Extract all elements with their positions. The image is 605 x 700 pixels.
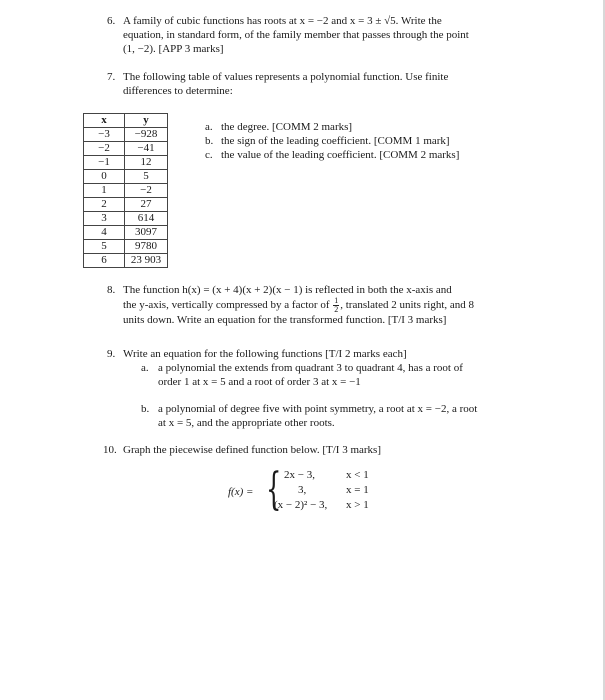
function-name: f(x) =	[228, 486, 254, 498]
question-10	[103, 443, 583, 461]
case-condition: x > 1	[346, 499, 369, 511]
part-text: the value of the leading coefficient. [COMM 2 marks]	[221, 149, 460, 161]
part-label: b.	[205, 135, 214, 147]
case-condition: x < 1	[346, 469, 369, 481]
question-text-line: (1, −2). [APP 3 marks]	[123, 43, 224, 55]
question-9-part-b	[141, 402, 581, 432]
question-text-line: A family of cubic functions has roots at x = −2 and x = 3 ± √5. Write the	[123, 15, 442, 27]
question-number: 9.	[107, 348, 116, 360]
table-cell-y: 12	[125, 156, 168, 170]
table-of-values	[83, 113, 168, 268]
table-cell-x: 2	[84, 198, 125, 212]
table-cell-x: 6	[84, 254, 125, 268]
part-label: a.	[141, 362, 149, 374]
question-number: 7.	[107, 71, 116, 83]
question-text-line: The following table of values represents a polynomial function. Use finite	[123, 71, 449, 83]
part-text: the degree. [COMM 2 marks]	[221, 121, 353, 133]
table-cell-x: 3	[84, 212, 125, 226]
table-row	[84, 198, 168, 212]
table-cell-y: 614	[125, 212, 168, 226]
question-text-line: Write an equation for the following functions [T/I 2 marks each]	[123, 348, 407, 360]
table-cell-x: 5	[84, 240, 125, 254]
text-fragment: the y-axis, vertically compressed by a factor of	[123, 299, 330, 312]
part-label: b.	[141, 403, 150, 415]
question-7-parts	[205, 120, 585, 165]
table-row	[84, 128, 168, 142]
fraction	[333, 297, 339, 314]
text-fragment: , translated 2 units right, and 8	[340, 299, 475, 312]
question-text-line: units down. Write an equation for the transformed function. [T/I 3 marks]	[123, 314, 447, 326]
table-cell-y: 3097	[125, 226, 168, 240]
question-text-line: Graph the piecewise defined function below. [T/I 3 marks]	[123, 444, 382, 456]
question-text-line: The function h(x) = (x + 4)(x + 2)(x − 1) is reflected in both the x-axis and	[123, 284, 452, 296]
table-cell-x: 1	[84, 184, 125, 198]
question-8	[107, 283, 587, 331]
table-cell-x: −3	[84, 128, 125, 142]
table-row	[84, 142, 168, 156]
table-cell-y: 23 903	[125, 254, 168, 268]
table-cell-y: −2	[125, 184, 168, 198]
table-cell-x: 4	[84, 226, 125, 240]
question-number: 6.	[107, 15, 116, 27]
table-row	[84, 240, 168, 254]
table-row	[84, 212, 168, 226]
table-row	[84, 184, 168, 198]
question-text-line: a polynomial the extends from quadrant 3 to quadrant 4, has a root of	[158, 362, 463, 374]
question-text-line: differences to determine:	[123, 85, 233, 97]
question-6	[107, 14, 587, 58]
question-text-line: order 1 at x = 5 and a root of order 3 at x = −1	[158, 376, 361, 388]
question-9-part-a	[141, 361, 581, 391]
fraction-denominator: 2	[334, 305, 339, 314]
table-cell-y: −41	[125, 142, 168, 156]
question-7	[107, 70, 587, 100]
table-header-y: y	[125, 114, 168, 128]
table-cell-y: 9780	[125, 240, 168, 254]
table-cell-x: −1	[84, 156, 125, 170]
part-label: c.	[205, 149, 213, 161]
table-cell-y: −928	[125, 128, 168, 142]
table-cell-y: 27	[125, 198, 168, 212]
case-expression: 3,	[298, 484, 307, 496]
part-label: a.	[205, 121, 213, 133]
question-text-line: at x = 5, and the appropriate other roots.	[158, 417, 335, 429]
question-number: 8.	[107, 284, 116, 296]
table-row	[84, 156, 168, 170]
fraction-numerator: 1	[334, 296, 339, 305]
question-text-line	[123, 297, 474, 313]
table-row	[84, 254, 168, 268]
left-brace: {	[266, 464, 282, 515]
table-cell-y: 5	[125, 170, 168, 184]
case-expression: 2x − 3,	[284, 469, 315, 481]
question-text-line: equation, in standard form, of the family member that passes through the point	[123, 29, 469, 41]
table-header-x: x	[84, 114, 125, 128]
table-row	[84, 170, 168, 184]
case-expression: (x − 2)² − 3,	[274, 499, 328, 511]
case-condition: x = 1	[346, 484, 369, 496]
table-cell-x: 0	[84, 170, 125, 184]
question-number: 10.	[103, 444, 117, 456]
part-text: the sign of the leading coefficient. [COMM 1 mark]	[221, 135, 450, 147]
table-cell-x: −2	[84, 142, 125, 156]
piecewise-function	[228, 464, 388, 516]
table-row	[84, 226, 168, 240]
question-text-line: a polynomial of degree five with point symmetry, a root at x = −2, a root	[158, 403, 478, 415]
